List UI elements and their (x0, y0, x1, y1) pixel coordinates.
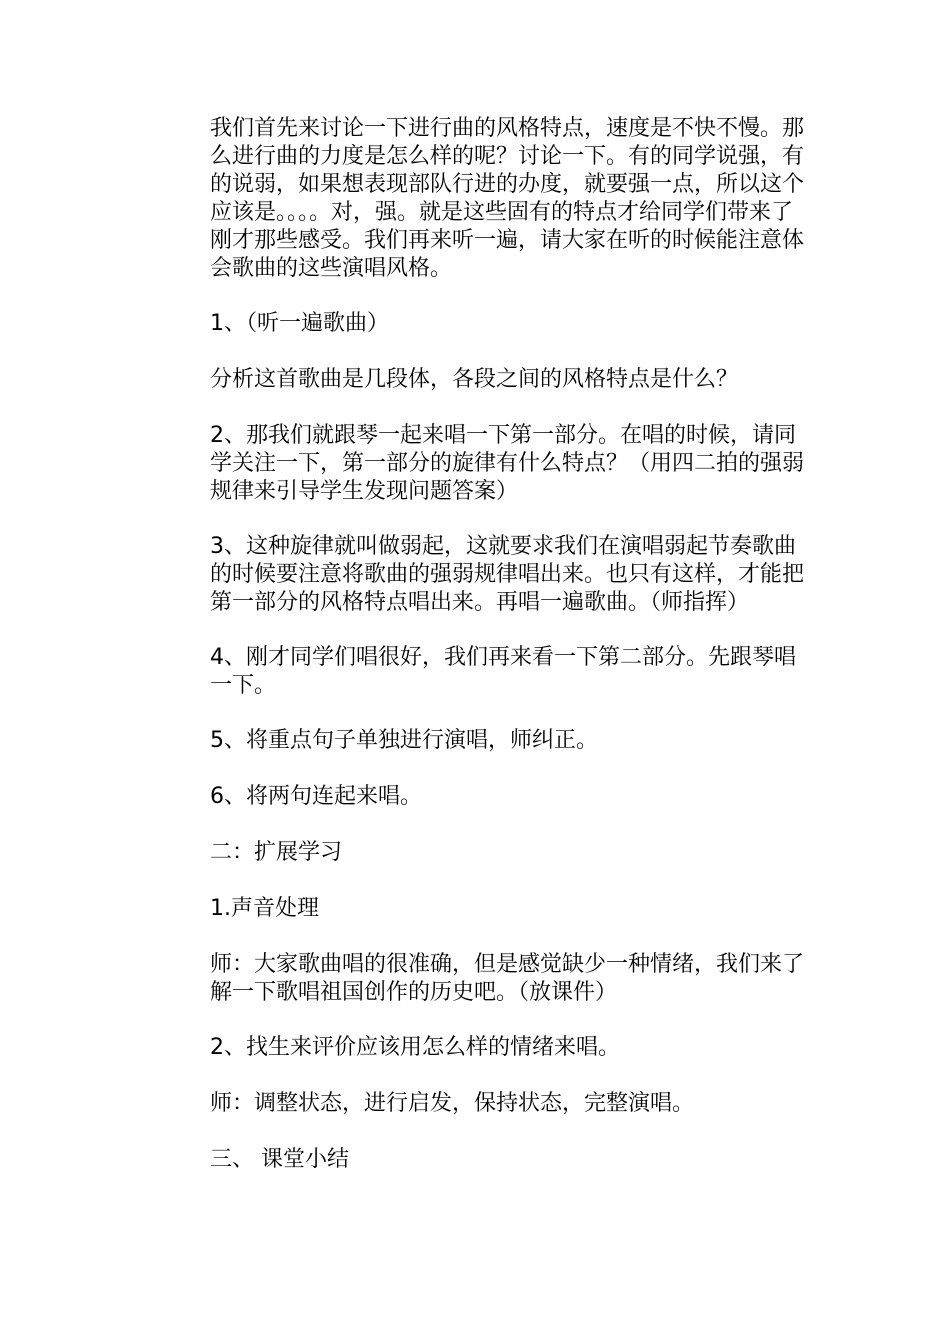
paragraph-step-2: 2、那我们就跟琴一起来唱一下第一部分。在唱的时候，请同学关注一下，第一部分的旋律有什么特点？（用四二拍的强弱规律来引导学生发现问题答案） (210, 423, 805, 504)
section-heading-summary: 三、 课堂小结 (210, 1147, 349, 1172)
paragraph-step-6: 6、将两句连起来唱。 (210, 784, 422, 809)
paragraph-teacher-note-2: 师：调整状态，进行启发，保持状态，完整演唱。 (210, 1091, 695, 1116)
paragraph-analysis: 分析这首歌曲是几段体，各段之间的风格特点是什么？ (210, 367, 739, 392)
paragraph-evaluate-emotion: 2、找生来评价应该用怎么样的情绪来唱。 (210, 1035, 620, 1060)
paragraph-intro: 我们首先来讨论一下进行曲的风格特点，速度是不快不慢。那么进行曲的力度是怎么样的呢？讨论一下。有的同学说强，有的说弱，如果想表现部队行进的办度，就要强一点，所以这个应该是。。。。对，强。就是这些固有的特点才给同学们带来了刚才那些感受。我们再来听一遍，请大家在听的时候能注意体会歌曲的这些演唱风格。 (210, 116, 805, 281)
paragraph-step-1: 1、（听一遍歌曲） (210, 311, 389, 336)
paragraph-step-5: 5、将重点句子单独进行演唱，师纠正。 (210, 728, 598, 753)
document-body (210, 115, 804, 1202)
paragraph-step-3: 3、这种旋律就叫做弱起，这就要求我们在演唱弱起节奏歌曲的时候要注意将歌曲的强弱规律唱出来。也只有这样，才能把第一部分的风格特点唱出来。再唱一遍歌曲。（师指挥） (210, 534, 805, 615)
section-heading-extension: 二：扩展学习 (210, 840, 343, 865)
paragraph-step-4: 4、刚才同学们唱很好，我们再来看一下第二部分。先跟琴唱一下。 (210, 645, 796, 698)
paragraph-teacher-note-1: 师：大家歌曲唱的很准确，但是感觉缺少一种情绪，我们来了解一下歌唱祖国创作的历史吧。（放课件） (210, 952, 805, 1005)
subheading-sound-processing: 1.声音处理 (210, 896, 319, 921)
